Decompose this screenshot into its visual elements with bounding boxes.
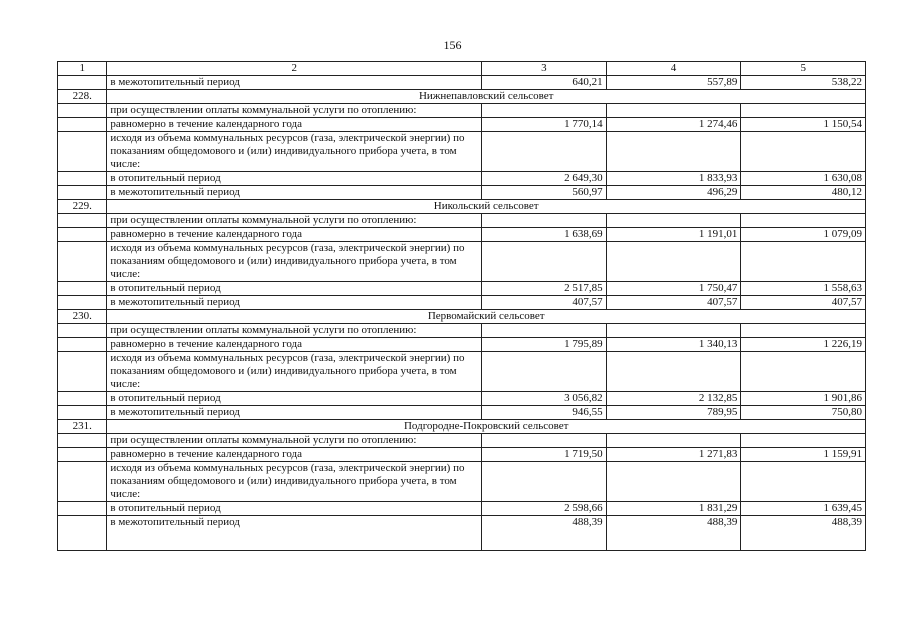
value-col3: 407,57 xyxy=(482,296,607,310)
row-label: в межотопительный период xyxy=(107,406,482,420)
nonheating-row xyxy=(58,186,866,200)
value-col3 xyxy=(482,132,607,172)
section-name: Никольский сельсовет xyxy=(107,200,866,214)
section-number: 229. xyxy=(58,200,107,214)
number-cell xyxy=(58,502,107,516)
value-col4: 1 833,93 xyxy=(606,172,741,186)
number-cell xyxy=(58,282,107,296)
value-col5: 1 901,86 xyxy=(741,392,866,406)
column-header-2: 2 xyxy=(107,62,482,76)
value-col4 xyxy=(606,434,741,448)
value-col5: 1 226,19 xyxy=(741,338,866,352)
number-cell xyxy=(58,392,107,406)
value-col3 xyxy=(482,104,607,118)
row-label: равномерно в течение календарного года xyxy=(107,228,482,242)
value-col5 xyxy=(741,434,866,448)
section-header-row xyxy=(58,310,866,324)
number-cell xyxy=(58,132,107,172)
value-col3 xyxy=(482,434,607,448)
value-col4 xyxy=(606,242,741,282)
meter-text: исходя из объема коммунальных ресурсов (газа, электрической энергии) по показаниям общедомового и (или) индивидуального прибора учета, в том числе: xyxy=(107,352,482,392)
value-col3: 3 056,82 xyxy=(482,392,607,406)
value-col4: 1 191,01 xyxy=(606,228,741,242)
value-col5: 1 079,09 xyxy=(741,228,866,242)
meter-row xyxy=(58,132,866,172)
row-label: в отопительный период xyxy=(107,282,482,296)
number-cell xyxy=(58,242,107,282)
value-col4: 789,95 xyxy=(606,406,741,420)
value-col4 xyxy=(606,324,741,338)
value-col5: 1 639,45 xyxy=(741,502,866,516)
number-cell xyxy=(58,118,107,132)
value-col3: 2 649,30 xyxy=(482,172,607,186)
value-col5 xyxy=(741,132,866,172)
value-col4 xyxy=(606,132,741,172)
meter-row xyxy=(58,352,866,392)
value-col5 xyxy=(741,242,866,282)
value-col3: 640,21 xyxy=(482,76,607,90)
meter-row xyxy=(58,242,866,282)
value-col3: 2 598,66 xyxy=(482,502,607,516)
tariff-table xyxy=(57,61,866,551)
value-col3 xyxy=(482,214,607,228)
number-cell xyxy=(58,186,107,200)
evenly-row xyxy=(58,228,866,242)
value-col5: 1 630,08 xyxy=(741,172,866,186)
value-col3: 560,97 xyxy=(482,186,607,200)
section-number: 228. xyxy=(58,90,107,104)
value-col3: 946,55 xyxy=(482,406,607,420)
value-col4: 1 340,13 xyxy=(606,338,741,352)
continued-row xyxy=(58,76,866,90)
intro-text: при осуществлении оплаты коммунальной услуги по отоплению: xyxy=(107,434,482,448)
evenly-row xyxy=(58,118,866,132)
nonheating-row xyxy=(58,406,866,420)
nonheating-row xyxy=(58,516,866,551)
value-col3 xyxy=(482,352,607,392)
evenly-row xyxy=(58,448,866,462)
value-col3 xyxy=(482,462,607,502)
meter-text: исходя из объема коммунальных ресурсов (газа, электрической энергии) по показаниям общедомового и (или) индивидуального прибора учета, в том числе: xyxy=(107,132,482,172)
number-cell xyxy=(58,434,107,448)
value-col4 xyxy=(606,104,741,118)
column-header-row xyxy=(58,62,866,76)
section-header-row xyxy=(58,90,866,104)
section-header-row xyxy=(58,200,866,214)
value-col3: 1 795,89 xyxy=(482,338,607,352)
intro-text: при осуществлении оплаты коммунальной услуги по отоплению: xyxy=(107,214,482,228)
intro-text: при осуществлении оплаты коммунальной услуги по отоплению: xyxy=(107,324,482,338)
column-header-1: 1 xyxy=(58,62,107,76)
number-cell xyxy=(58,462,107,502)
evenly-row xyxy=(58,338,866,352)
value-col4: 1 831,29 xyxy=(606,502,741,516)
value-col4: 496,29 xyxy=(606,186,741,200)
value-col5: 488,39 xyxy=(741,516,866,551)
value-col5 xyxy=(741,214,866,228)
number-cell xyxy=(58,406,107,420)
number-cell xyxy=(58,352,107,392)
value-col4: 1 274,46 xyxy=(606,118,741,132)
nonheating-row xyxy=(58,296,866,310)
number-cell xyxy=(58,516,107,551)
section-number: 231. xyxy=(58,420,107,434)
row-label: в отопительный период xyxy=(107,172,482,186)
section-header-row xyxy=(58,420,866,434)
row-label: в межотопительный период xyxy=(107,296,482,310)
value-col4 xyxy=(606,352,741,392)
heating-row xyxy=(58,502,866,516)
row-label: в отопительный период xyxy=(107,392,482,406)
value-col4: 1 271,83 xyxy=(606,448,741,462)
meter-text: исходя из объема коммунальных ресурсов (газа, электрической энергии) по показаниям общедомового и (или) индивидуального прибора учета, в том числе: xyxy=(107,462,482,502)
value-col4 xyxy=(606,214,741,228)
row-label: равномерно в течение календарного года xyxy=(107,118,482,132)
meter-row xyxy=(58,462,866,502)
value-col5 xyxy=(741,324,866,338)
intro-row xyxy=(58,434,866,448)
value-col3: 1 638,69 xyxy=(482,228,607,242)
section-name: Подгородне-Покровский сельсовет xyxy=(107,420,866,434)
value-col3: 2 517,85 xyxy=(482,282,607,296)
number-cell xyxy=(58,228,107,242)
row-label: равномерно в течение календарного года xyxy=(107,448,482,462)
value-col4: 557,89 xyxy=(606,76,741,90)
value-col5: 750,80 xyxy=(741,406,866,420)
value-col5 xyxy=(741,462,866,502)
number-cell xyxy=(58,104,107,118)
section-name: Нижнепавловский сельсовет xyxy=(107,90,866,104)
row-label: в отопительный период xyxy=(107,502,482,516)
number-cell xyxy=(58,338,107,352)
section-number: 230. xyxy=(58,310,107,324)
value-col4: 1 750,47 xyxy=(606,282,741,296)
heating-row xyxy=(58,392,866,406)
value-col5 xyxy=(741,104,866,118)
number-cell xyxy=(58,172,107,186)
value-col5 xyxy=(741,352,866,392)
number-cell xyxy=(58,214,107,228)
page-number: 156 xyxy=(443,38,462,52)
intro-row xyxy=(58,104,866,118)
value-col4 xyxy=(606,462,741,502)
value-col5: 480,12 xyxy=(741,186,866,200)
value-col5: 538,22 xyxy=(741,76,866,90)
value-col3: 488,39 xyxy=(482,516,607,551)
intro-row xyxy=(58,324,866,338)
row-label: равномерно в течение календарного года xyxy=(107,338,482,352)
number-cell xyxy=(58,324,107,338)
number-cell xyxy=(58,448,107,462)
value-col5: 1 558,63 xyxy=(741,282,866,296)
value-col3 xyxy=(482,324,607,338)
column-header-4: 4 xyxy=(606,62,741,76)
value-col4: 488,39 xyxy=(606,516,741,551)
intro-text: при осуществлении оплаты коммунальной услуги по отоплению: xyxy=(107,104,482,118)
value-col3: 1 719,50 xyxy=(482,448,607,462)
row-label: в межотопительный период xyxy=(107,516,482,551)
column-header-3: 3 xyxy=(482,62,607,76)
column-header-5: 5 xyxy=(741,62,866,76)
value-col3: 1 770,14 xyxy=(482,118,607,132)
number-cell xyxy=(58,296,107,310)
value-col4: 407,57 xyxy=(606,296,741,310)
heating-row xyxy=(58,282,866,296)
value-col5: 1 159,91 xyxy=(741,448,866,462)
value-col3 xyxy=(482,242,607,282)
section-name: Первомайский сельсовет xyxy=(107,310,866,324)
row-label: в межотопительный период xyxy=(107,186,482,200)
heating-row xyxy=(58,172,866,186)
row-label: в межотопительный период xyxy=(107,76,482,90)
intro-row xyxy=(58,214,866,228)
value-col4: 2 132,85 xyxy=(606,392,741,406)
meter-text: исходя из объема коммунальных ресурсов (газа, электрической энергии) по показаниям общедомового и (или) индивидуального прибора учета, в том числе: xyxy=(107,242,482,282)
value-col5: 1 150,54 xyxy=(741,118,866,132)
value-col5: 407,57 xyxy=(741,296,866,310)
